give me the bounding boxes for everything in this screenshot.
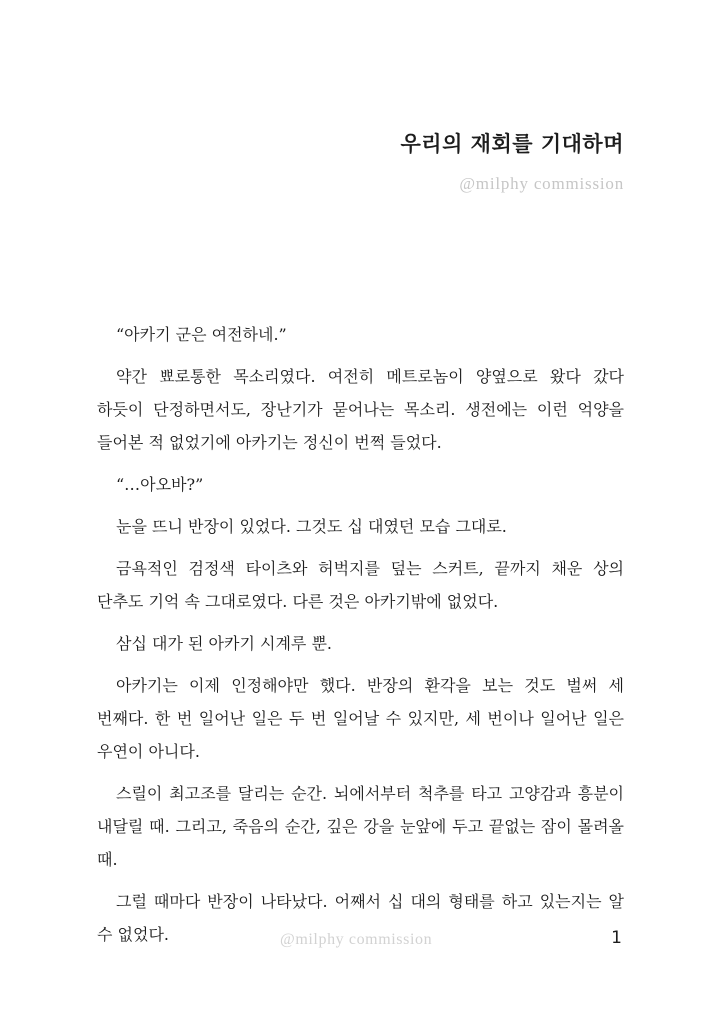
chapter-title: 우리의 재회를 기대하며 xyxy=(400,132,624,156)
commission-credit: @milphy commission xyxy=(459,174,624,193)
paragraph: 약간 뾰로통한 목소리였다. 여전히 메트로놈이 양옆으로 왔다 갔다 하듯이 단정하면서도, 장난기가 묻어나는 목소리. 생전에는 이런 억양을 들어본 적 없었기에 아카기는 정신이 번쩍 들었다. xyxy=(97,367,624,452)
page-number: 1 xyxy=(611,928,622,948)
body-text xyxy=(97,318,624,960)
paragraph: 금욕적인 검정색 타이츠와 허벅지를 덮는 스커트, 끝까지 채운 상의 단추도 기억 속 그대로였다. 다른 것은 아카기밖에 없었다. xyxy=(97,559,624,611)
paragraph: “아카기 군은 여전하네.” xyxy=(116,325,287,344)
paragraph: 그럴 때마다 반장이 나타났다. 어째서 십 대의 형태를 하고 있는지는 알 수 없었다. xyxy=(97,892,624,944)
paragraph: “…아오바?” xyxy=(116,475,204,494)
paragraph: 눈을 뜨니 반장이 있었다. 그것도 십 대였던 모습 그대로. xyxy=(116,517,507,536)
paragraph: 아카기는 이제 인정해야만 했다. 반장의 환각을 보는 것도 벌써 세 번째다. 한 번 일어난 일은 두 번 일어날 수 있지만, 세 번이나 일어난 일은 우연이 아니다. xyxy=(97,676,624,761)
paragraph: 삼십 대가 된 아카기 시계루 뿐. xyxy=(116,634,332,653)
footer-watermark: @milphy commission xyxy=(280,931,433,948)
paragraph: 스릴이 최고조를 달리는 순간. 뇌에서부터 척추를 타고 고양감과 흥분이 내달릴 때. 그리고, 죽음의 순간, 깊은 강을 눈앞에 두고 끝없는 잠이 몰려올 때. xyxy=(97,784,624,869)
